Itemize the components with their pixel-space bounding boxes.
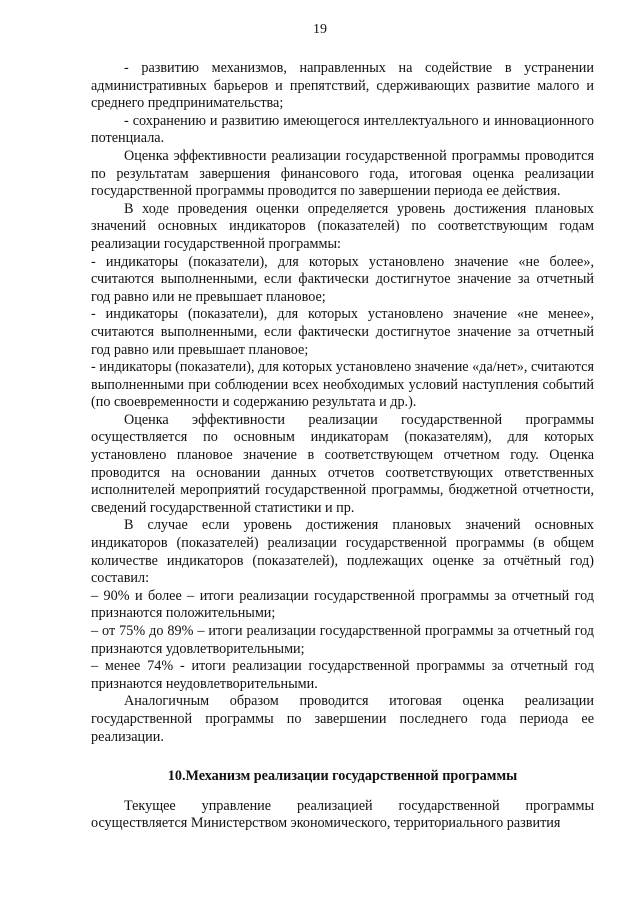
section-paragraph-1: Текущее управление реализацией государственной программы осуществляется Министерством экономического, территориального развития: [91, 797, 594, 832]
page-number: 19: [313, 22, 327, 37]
paragraph-13: Аналогичным образом проводится итоговая оценка реализации государственной программы по завершении последнего года периода ее реализации.: [91, 693, 594, 745]
paragraph-5: - индикаторы (показатели), для которых установлено значение «не более», считаются выполненными, если фактически достигнутое значение за отчетный год равно или не превышает плановое;: [91, 253, 594, 305]
paragraph-2: - сохранению и развитию имеющегося интеллектуального и инновационного потенциала.: [91, 112, 594, 147]
paragraph-10: – 90% и более – итоги реализации государственной программы за отчетный год признаются положительными;: [91, 587, 594, 622]
paragraph-12: – менее 74% - итоги реализации государственной программы за отчетный год признаются неудовлетворительными.: [91, 658, 594, 692]
paragraph-1: - развитию механизмов, направленных на содействие в устранении административных барьеров и препятствий, сдерживающих развитие малого и среднего предпринимательства;: [91, 60, 594, 112]
paragraph-11: – от 75% до 89% – итоги реализации государственной программы за отчетный год признаются удовлетворительными;: [91, 623, 594, 657]
paragraph-9: В случае если уровень достижения плановых значений основных индикаторов (показателей) реализации государственной программы (в общем количестве индикаторов (показателей), подлежащих оценке за отчётный год) составил:: [91, 517, 594, 587]
paragraph-6: - индикаторы (показатели), для которых установлено значение «не менее», считаются выполненными, если фактически достигнутое значение за отчетный год равно или превышает плановое;: [91, 306, 594, 358]
paragraph-4: В ходе проведения оценки определяется уровень достижения плановых значений основных индикаторов (показателей) по соответствующим годам реализации государственной программы:: [91, 200, 594, 252]
paragraph-7: - индикаторы (показатели), для которых установлено значение «да/нет», считаются выполненными при соблюдении всех необходимых условий наступления событий (по своевременности и содержанию результата и др.).: [91, 359, 594, 411]
paragraph-3: Оценка эффективности реализации государственной программы проводится по результатам завершения финансового года, итоговая оценка реализации государственной программы проводится по завершении периода ее действия.: [91, 147, 594, 200]
document-body: [91, 60, 594, 833]
paragraph-8: Оценка эффективности реализации государственной программы осуществляется по основным индикаторам (показателям), для которых установлено плановое значение в соответствующем отчетном году. Оценка проводится на основании данных отчетов соответствующих ответственных исполнителей мероприятий государственной программы, бюджетной отчетности, сведений государственной статистики и пр.: [91, 411, 594, 516]
section-title: 10.Механизм реализации государственной программы: [167, 768, 518, 785]
